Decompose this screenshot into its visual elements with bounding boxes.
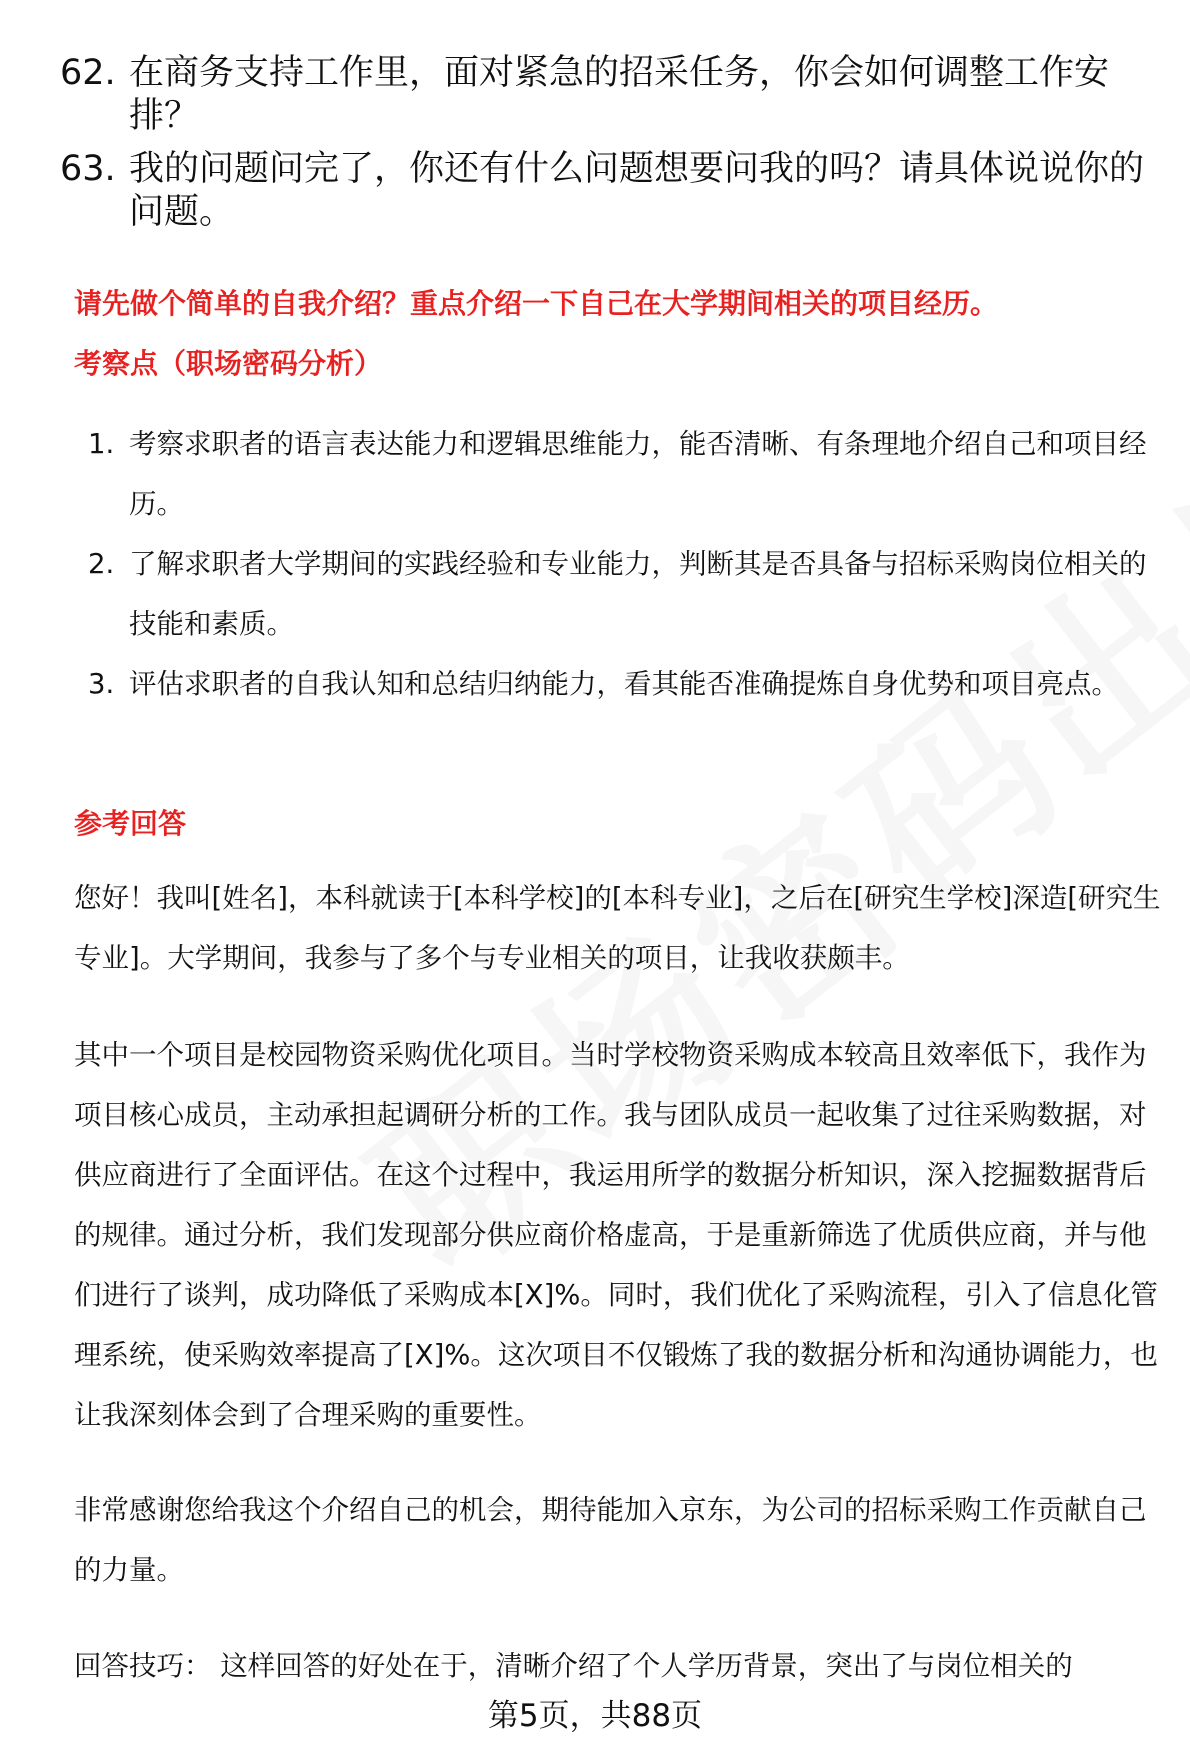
answer-heading: 参考回答 (74, 807, 187, 840)
point-item (88, 534, 1158, 654)
answer-paragraph: 其中一个项目是校园物资采购优化项目。当时学校物资采购成本较高且效率低下，我作为项目核心成员，主动承担起调研分析的工作。我与团队成员一起收集了过往采购数据，对供应商进行了全面评估。在这个过程中，我运用所学的数据分析知识，深入挖掘数据背后的规律。通过分析，我们发现部分供应商价格虚高，于是重新筛选了优质供应商，并与他们进行了谈判，成功降低了采购成本[X]%。同时，我们优化了采购流程，引入了信息化管理系统，使采购效率提高了[X]%。这次项目不仅锻炼了我的数据分析和沟通协调能力，也让我深刻体会到了合理采购的重要性。 (74, 1039, 1158, 1431)
answer-paragraph: 非常感谢您给我这个介绍自己的机会，期待能加入京东，为公司的招标采购工作贡献自己的力量。 (74, 1494, 1147, 1586)
question-number: 63. (60, 149, 116, 189)
question-number: 62. (60, 53, 116, 93)
page-footer: 第5页，共88页 (487, 1698, 703, 1734)
points-heading: 考察点（职场密码分析） (74, 347, 383, 380)
question-text: 在商务支持工作里，面对紧急的招采任务，你会如何调整工作安排？ (129, 53, 1110, 136)
point-text: 评估求职者的自我认知和总结归纳能力，看其能否准确提炼自身优势和项目亮点。 (129, 668, 1119, 700)
answer-paragraph: 您好！我叫[姓名]，本科就读于[本科学校]的[本科专业]，之后在[研究生学校]深造[研究生专业]。大学期间，我参与了多个与专业相关的项目，让我收获颇丰。 (74, 882, 1161, 974)
point-number: 2. (88, 548, 115, 580)
point-text: 了解求职者大学期间的实践经验和专业能力，判断其是否具备与招标采购岗位相关的技能和素质。 (129, 548, 1147, 640)
answer-tips: 回答技巧： 这样回答的好处在于，清晰介绍了个人学历背景，突出了与岗位相关的 (74, 1650, 1073, 1682)
question-text: 我的问题问完了，你还有什么问题想要问我的吗？请具体说说你的问题。 (129, 149, 1145, 232)
question-item (60, 52, 1150, 138)
point-item (88, 654, 1158, 714)
point-item (88, 414, 1158, 534)
section-question: 请先做个简单的自我介绍？重点介绍一下自己在大学期间相关的项目经历。 (74, 287, 999, 320)
question-item (60, 148, 1150, 234)
question-list (60, 52, 1150, 244)
points-list (88, 414, 1158, 714)
point-number: 3. (88, 668, 115, 700)
point-number: 1. (88, 428, 115, 460)
point-text: 考察求职者的语言表达能力和逻辑思维能力，能否清晰、有条理地介绍自己和项目经历。 (129, 428, 1147, 520)
